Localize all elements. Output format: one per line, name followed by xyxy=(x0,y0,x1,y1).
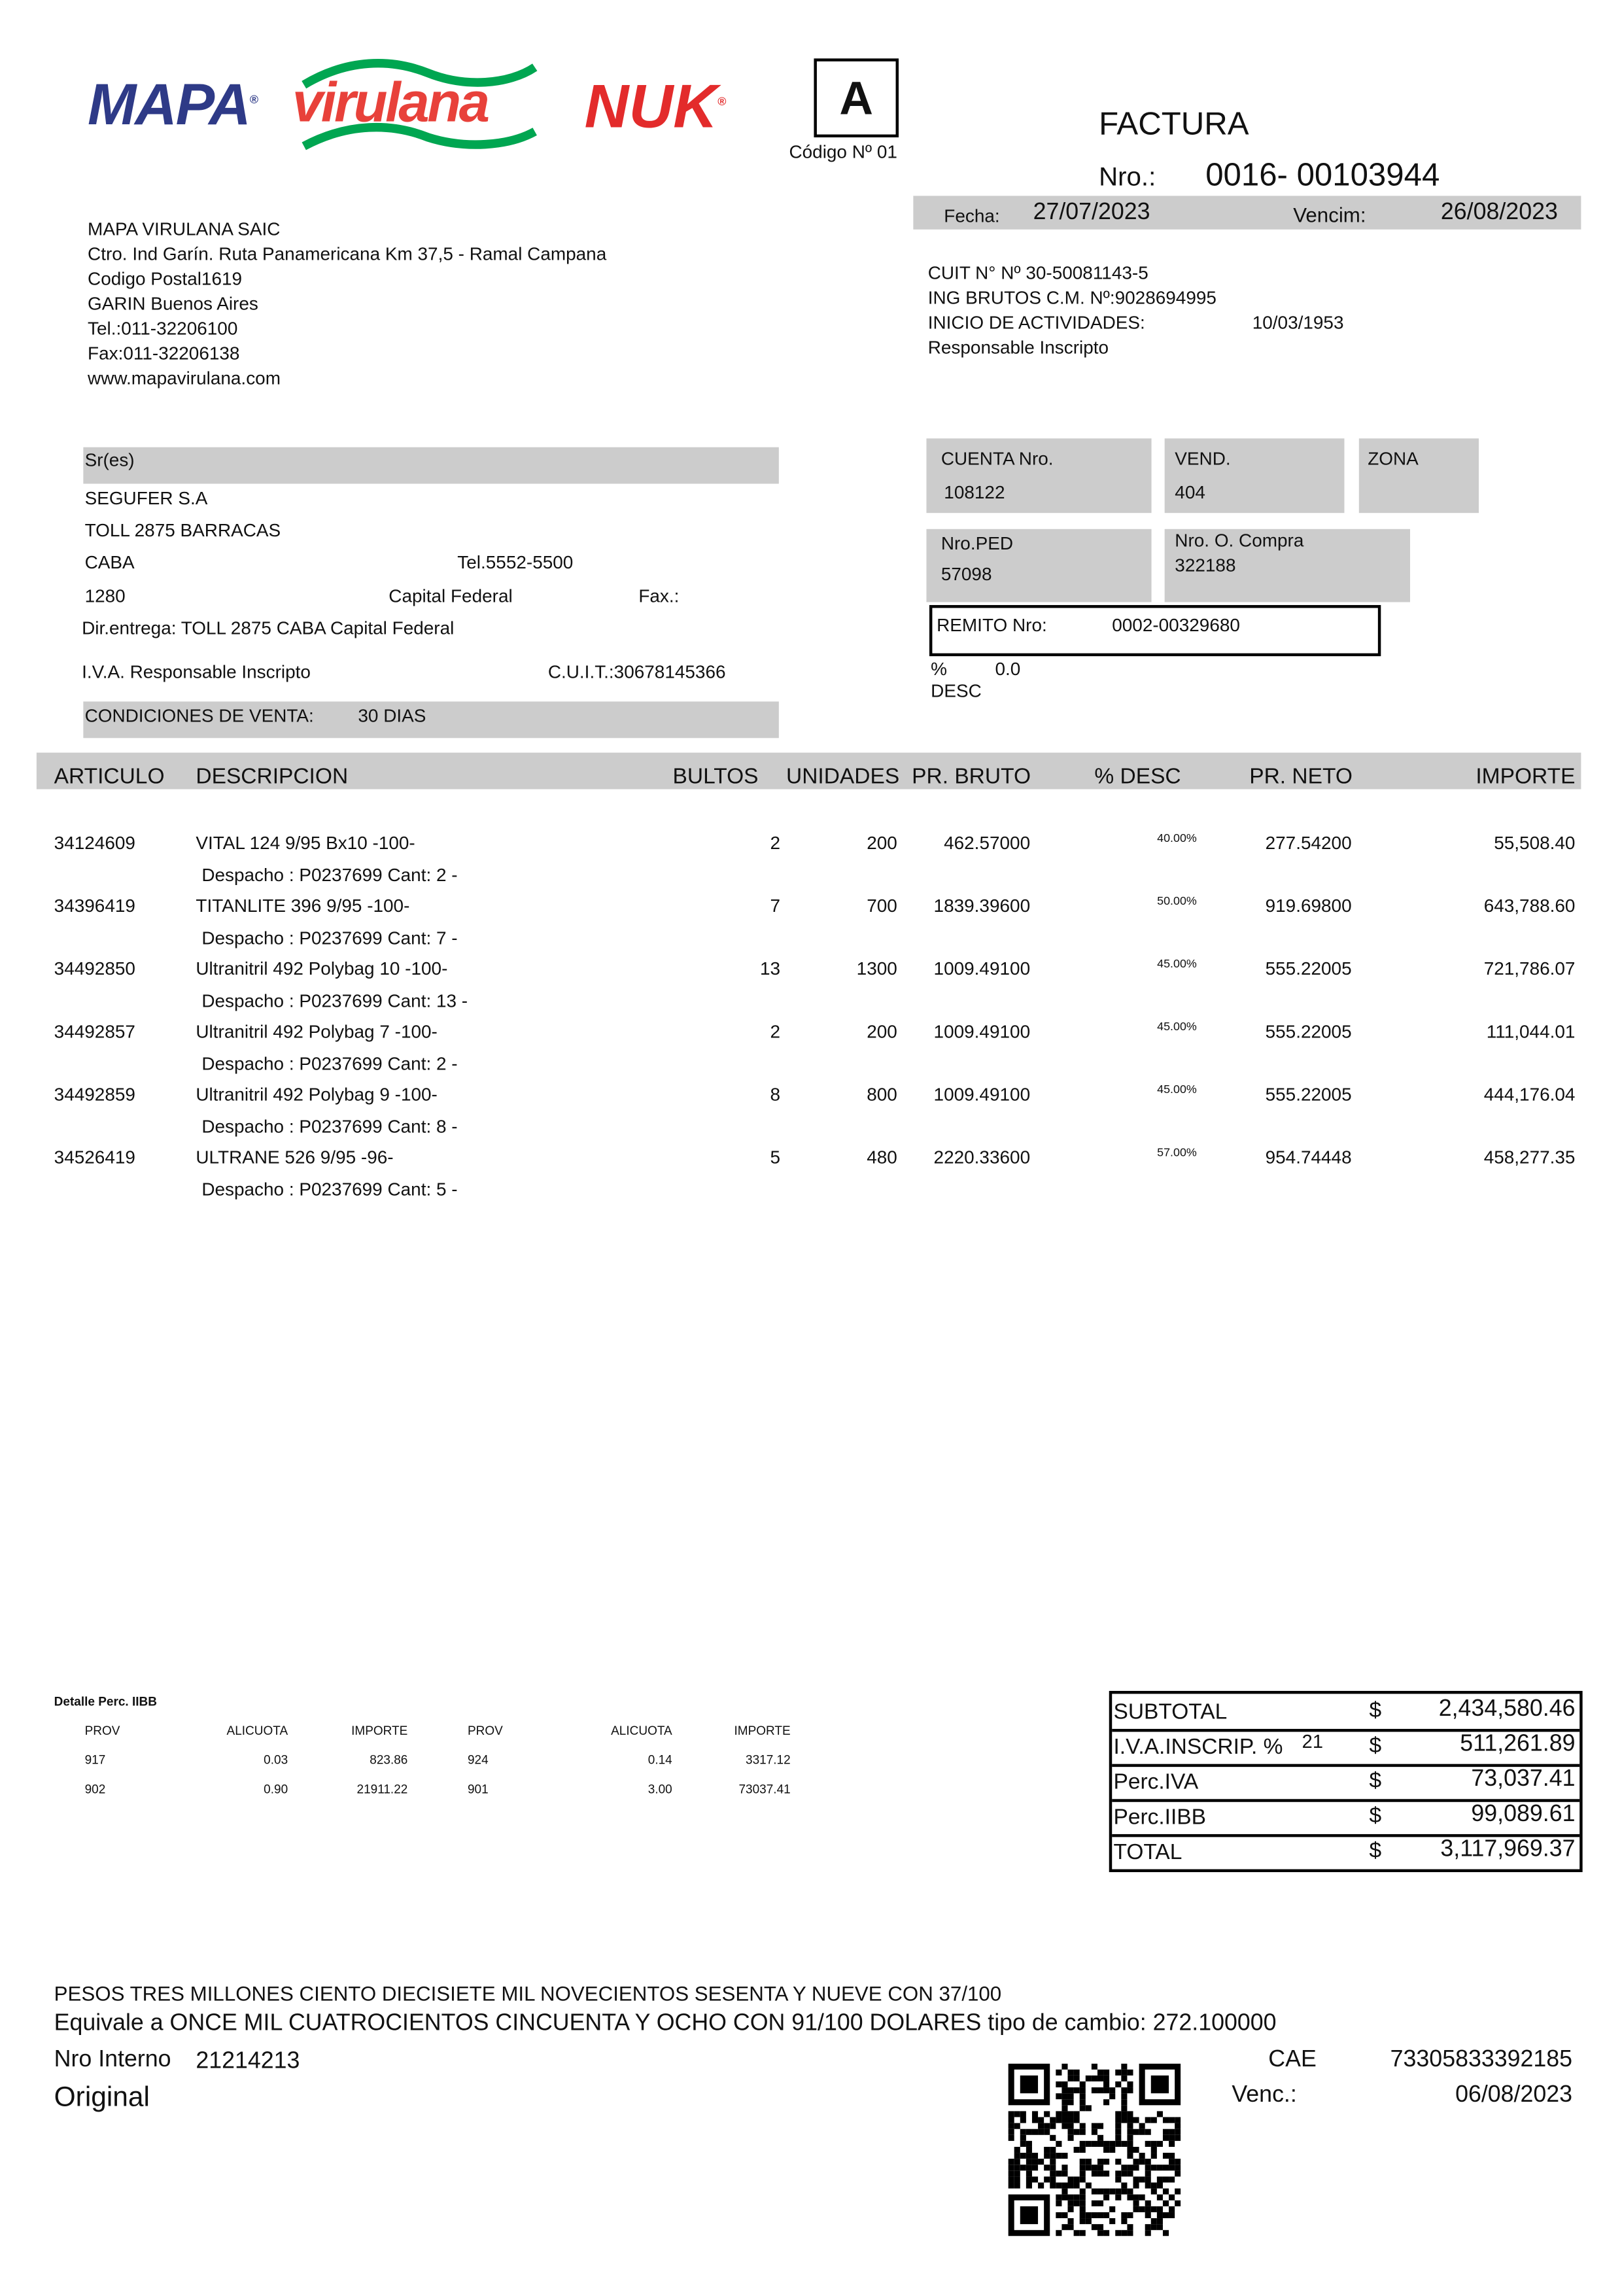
company-line: GARIN Buenos Aires xyxy=(88,294,258,315)
perc-cell: 21911.22 xyxy=(356,1781,408,1796)
customer-cuit: C.U.I.T.:30678145366 xyxy=(547,662,726,683)
cell-bultos: 2 xyxy=(770,1021,781,1042)
cell-unidades: 200 xyxy=(867,833,897,854)
oc-value: 322188 xyxy=(1175,555,1236,576)
company-ingbrutos: ING BRUTOS C.M. Nº:9028694995 xyxy=(927,288,1216,309)
cell-desc: 45.00% xyxy=(1157,1083,1197,1096)
total-value: 99,089.61 xyxy=(1471,1801,1576,1827)
cell-bruto: 1839.39600 xyxy=(933,896,1031,916)
invoice-code: Código Nº 01 xyxy=(789,141,897,162)
cell-desc: 57.00% xyxy=(1157,1145,1197,1159)
cell-descripcion: Ultranitril 492 Polybag 10 -100- xyxy=(196,958,448,979)
delivery-address: Dir.entrega: TOLL 2875 CABA Capital Federal xyxy=(82,618,455,639)
perc-header: PROV xyxy=(84,1723,120,1738)
inicio-label: INICIO DE ACTIVIDADES: xyxy=(927,313,1145,334)
cell-unidades: 800 xyxy=(867,1084,897,1105)
cell-despacho: Despacho : P0237699 Cant: 7 - xyxy=(201,928,458,948)
total-value: 2,434,580.46 xyxy=(1438,1696,1576,1722)
vend-label: VEND. xyxy=(1175,448,1231,470)
total-row xyxy=(1112,1764,1579,1802)
internal-number: 21214213 xyxy=(196,2049,300,2074)
customer-cp: 1280 xyxy=(84,585,126,607)
ped-label: Nro.PED xyxy=(940,533,1014,554)
cell-articulo: 34124609 xyxy=(54,833,135,854)
customer-name: SEGUFER S.A xyxy=(84,488,208,509)
usd-equivalent: Equivale a ONCE MIL CUATROCIENTOS CINCUENTA Y OCHO CON 91/100 DOLARES tipo de cambio: 272.100000 xyxy=(54,2011,1277,2036)
cell-neto: 555.22005 xyxy=(1265,1021,1352,1042)
perc-header: IMPORTE xyxy=(351,1723,408,1738)
company-line: Codigo Postal1619 xyxy=(88,269,243,290)
amount-in-words: PESOS TRES MILLONES CIENTO DIECISIETE MIL NOVECIENTOS SESENTA Y NUEVE CON 37/100 xyxy=(54,1981,1002,2006)
cell-bruto: 1009.49100 xyxy=(933,1021,1031,1042)
fecha-value: 27/07/2023 xyxy=(1033,200,1150,226)
perc-cell: 902 xyxy=(84,1781,106,1796)
total-row xyxy=(1112,1799,1579,1837)
virulana-logo xyxy=(289,58,552,154)
cell-bruto: 1009.49100 xyxy=(933,1084,1031,1105)
cell-neto: 919.69800 xyxy=(1265,896,1352,916)
cell-bruto: 462.57000 xyxy=(944,833,1031,854)
cell-despacho: Despacho : P0237699 Cant: 5 - xyxy=(201,1179,458,1200)
column-header: % DESC xyxy=(1094,764,1181,790)
cell-importe: 458,277.35 xyxy=(1483,1147,1576,1168)
cell-despacho: Despacho : P0237699 Cant: 8 - xyxy=(201,1116,458,1138)
cell-desc: 50.00% xyxy=(1157,894,1197,908)
currency-sign: $ xyxy=(1369,1698,1382,1724)
column-header: BULTOS xyxy=(672,764,759,790)
perc-header: ALICUOTA xyxy=(611,1723,672,1738)
customer-label: Sr(es) xyxy=(84,450,135,471)
cell-bultos: 13 xyxy=(759,958,781,979)
cell-descripcion: ULTRANE 526 9/95 -96- xyxy=(196,1147,394,1168)
cell-descripcion: Ultranitril 492 Polybag 7 -100- xyxy=(196,1021,438,1042)
qr-code xyxy=(1009,2064,1181,2236)
total-label: TOTAL xyxy=(1113,1839,1182,1865)
cuenta-label: CUENTA Nro. xyxy=(940,448,1054,470)
cell-descripcion: Ultranitril 492 Polybag 9 -100- xyxy=(196,1084,438,1105)
customer-header-bar xyxy=(83,447,778,484)
cell-neto: 277.54200 xyxy=(1265,833,1352,854)
remito-value: 0002-00329680 xyxy=(1112,615,1240,636)
company-line: www.mapavirulana.com xyxy=(88,368,281,389)
cell-bultos: 5 xyxy=(770,1147,781,1168)
total-value: 3,117,969.37 xyxy=(1440,1837,1576,1862)
cell-desc: 45.00% xyxy=(1157,1020,1197,1034)
cell-articulo: 34526419 xyxy=(54,1147,135,1168)
cae-label: CAE xyxy=(1268,2047,1317,2073)
desc-percent-sign: % xyxy=(931,659,948,680)
desc-label: DESC xyxy=(931,681,982,702)
customer-iva: I.V.A. Responsable Inscripto xyxy=(82,662,311,683)
totals-box xyxy=(1109,1691,1583,1872)
customer-fax: Fax.: xyxy=(638,585,680,607)
cell-despacho: Despacho : P0237699 Cant: 2 - xyxy=(201,865,458,886)
cell-bultos: 8 xyxy=(770,1084,781,1105)
cae-value: 73305833392185 xyxy=(1390,2047,1572,2073)
total-label: Perc.IVA xyxy=(1113,1769,1199,1795)
perc-cell: 3.00 xyxy=(647,1781,672,1796)
cell-bultos: 7 xyxy=(770,896,781,916)
cae-venc-value: 06/08/2023 xyxy=(1455,2082,1572,2108)
cell-articulo: 34492857 xyxy=(54,1021,135,1042)
cell-importe: 111,044.01 xyxy=(1486,1021,1576,1042)
perc-header: PROV xyxy=(467,1723,503,1738)
total-label: I.V.A.INSCRIP. % xyxy=(1113,1734,1283,1760)
company-line: Tel.:011-32206100 xyxy=(88,319,238,339)
perc-cell: 0.14 xyxy=(647,1752,672,1767)
currency-sign: $ xyxy=(1369,1838,1382,1864)
cell-descripcion: VITAL 124 9/95 Bx10 -100- xyxy=(196,833,415,854)
company-line: Fax:011-32206138 xyxy=(88,343,240,364)
vend-value: 404 xyxy=(1175,482,1205,503)
perc-cell: 73037.41 xyxy=(738,1781,791,1796)
company-condicion: Responsable Inscripto xyxy=(927,338,1109,358)
total-value: 511,261.89 xyxy=(1460,1731,1576,1757)
oc-label: Nro. O. Compra xyxy=(1175,531,1304,551)
vencim-label: Vencim: xyxy=(1293,203,1366,227)
perc-cell: 901 xyxy=(467,1781,489,1796)
remito-label: REMITO Nro: xyxy=(937,615,1047,636)
total-value: 73,037.41 xyxy=(1471,1767,1576,1792)
cell-unidades: 700 xyxy=(867,896,897,916)
cell-unidades: 1300 xyxy=(856,958,897,979)
cell-importe: 721,786.07 xyxy=(1483,958,1576,979)
cuenta-value: 108122 xyxy=(944,482,1005,503)
company-line: Ctro. Ind Garín. Ruta Panamericana Km 37,5 - Ramal Campana xyxy=(88,244,607,265)
perc-cell: 823.86 xyxy=(370,1752,408,1767)
cell-neto: 555.22005 xyxy=(1265,1084,1352,1105)
cell-despacho: Despacho : P0237699 Cant: 13 - xyxy=(201,990,468,1012)
inicio-value: 10/03/1953 xyxy=(1252,313,1344,334)
cell-descripcion: TITANLITE 396 9/95 -100- xyxy=(196,896,410,916)
cell-unidades: 480 xyxy=(867,1147,897,1168)
zona-label: ZONA xyxy=(1368,448,1419,470)
conditions-value: 30 DIAS xyxy=(358,706,426,727)
column-header: ARTICULO xyxy=(54,764,165,790)
perc-cell: 3317.12 xyxy=(746,1752,791,1767)
perc-header: IMPORTE xyxy=(734,1723,791,1738)
cell-unidades: 200 xyxy=(867,1021,897,1042)
customer-tel: Tel.5552-5500 xyxy=(457,552,574,573)
perc-header: ALICUOTA xyxy=(226,1723,288,1738)
perc-cell: 0.90 xyxy=(264,1781,288,1796)
customer-city: CABA xyxy=(84,552,135,573)
fecha-label: Fecha: xyxy=(944,206,1000,227)
invoice-number-label: Nro.: xyxy=(1099,162,1156,192)
currency-sign: $ xyxy=(1369,1803,1382,1828)
company-line: MAPA VIRULANA SAIC xyxy=(88,219,281,240)
column-header: DESCRIPCION xyxy=(196,764,349,790)
nuk-logo xyxy=(585,71,727,141)
desc-value: 0.0 xyxy=(995,659,1021,680)
currency-sign: $ xyxy=(1369,1768,1382,1794)
cell-articulo: 34492859 xyxy=(54,1084,135,1105)
cell-desc: 45.00% xyxy=(1157,957,1197,971)
customer-address: TOLL 2875 BARRACAS xyxy=(84,520,281,541)
reg-mark: ® xyxy=(717,95,727,109)
vencim-value: 26/08/2023 xyxy=(1440,200,1558,226)
cell-articulo: 34396419 xyxy=(54,896,135,916)
customer-province: Capital Federal xyxy=(388,585,513,607)
total-label: Perc.IIBB xyxy=(1113,1805,1207,1830)
perc-cell: 917 xyxy=(84,1752,106,1767)
invoice-number: 0016- 00103944 xyxy=(1205,156,1440,193)
column-header: IMPORTE xyxy=(1475,764,1576,790)
cell-importe: 55,508.40 xyxy=(1494,833,1576,854)
cell-importe: 643,788.60 xyxy=(1483,896,1576,916)
total-extra: 21 xyxy=(1302,1730,1323,1752)
column-header: PR. NETO xyxy=(1249,764,1353,790)
ped-value: 57098 xyxy=(940,564,992,585)
cae-venc-label: Venc.: xyxy=(1232,2082,1297,2108)
cell-neto: 555.22005 xyxy=(1265,958,1352,979)
reg-mark: ® xyxy=(249,93,257,107)
total-row xyxy=(1112,1834,1579,1870)
perc-cell: 0.03 xyxy=(264,1752,288,1767)
cell-despacho: Despacho : P0237699 Cant: 2 - xyxy=(201,1053,458,1075)
copy-type: Original xyxy=(54,2082,150,2113)
cell-articulo: 34492850 xyxy=(54,958,135,979)
cell-bruto: 1009.49100 xyxy=(933,958,1031,979)
total-row xyxy=(1112,1694,1579,1731)
cell-bruto: 2220.33600 xyxy=(933,1147,1031,1168)
column-header: UNIDADES xyxy=(785,764,900,790)
internal-number-label: Nro Interno xyxy=(54,2047,171,2073)
invoice-letter-box: A xyxy=(814,58,899,137)
cell-desc: 40.00% xyxy=(1157,831,1197,845)
document-title: FACTURA xyxy=(1099,105,1249,142)
mapa-logo-text: MAPA xyxy=(88,73,250,138)
cell-importe: 444,176.04 xyxy=(1483,1084,1576,1105)
currency-sign: $ xyxy=(1369,1733,1382,1758)
cell-neto: 954.74448 xyxy=(1265,1147,1352,1168)
perc-cell: 924 xyxy=(467,1752,489,1767)
cell-bultos: 2 xyxy=(770,833,781,854)
nuk-logo-text: NUK xyxy=(584,71,717,141)
perc-title: Detalle Perc. IIBB xyxy=(54,1694,157,1709)
company-cuit: CUIT N° Nº 30-50081143-5 xyxy=(927,263,1148,284)
total-label: SUBTOTAL xyxy=(1113,1699,1228,1725)
total-row xyxy=(1112,1729,1579,1767)
conditions-label: CONDICIONES DE VENTA: xyxy=(84,706,314,727)
column-header: PR. BRUTO xyxy=(912,764,1031,790)
mapa-logo xyxy=(88,73,257,139)
virulana-logo-text: virulana xyxy=(292,73,488,135)
